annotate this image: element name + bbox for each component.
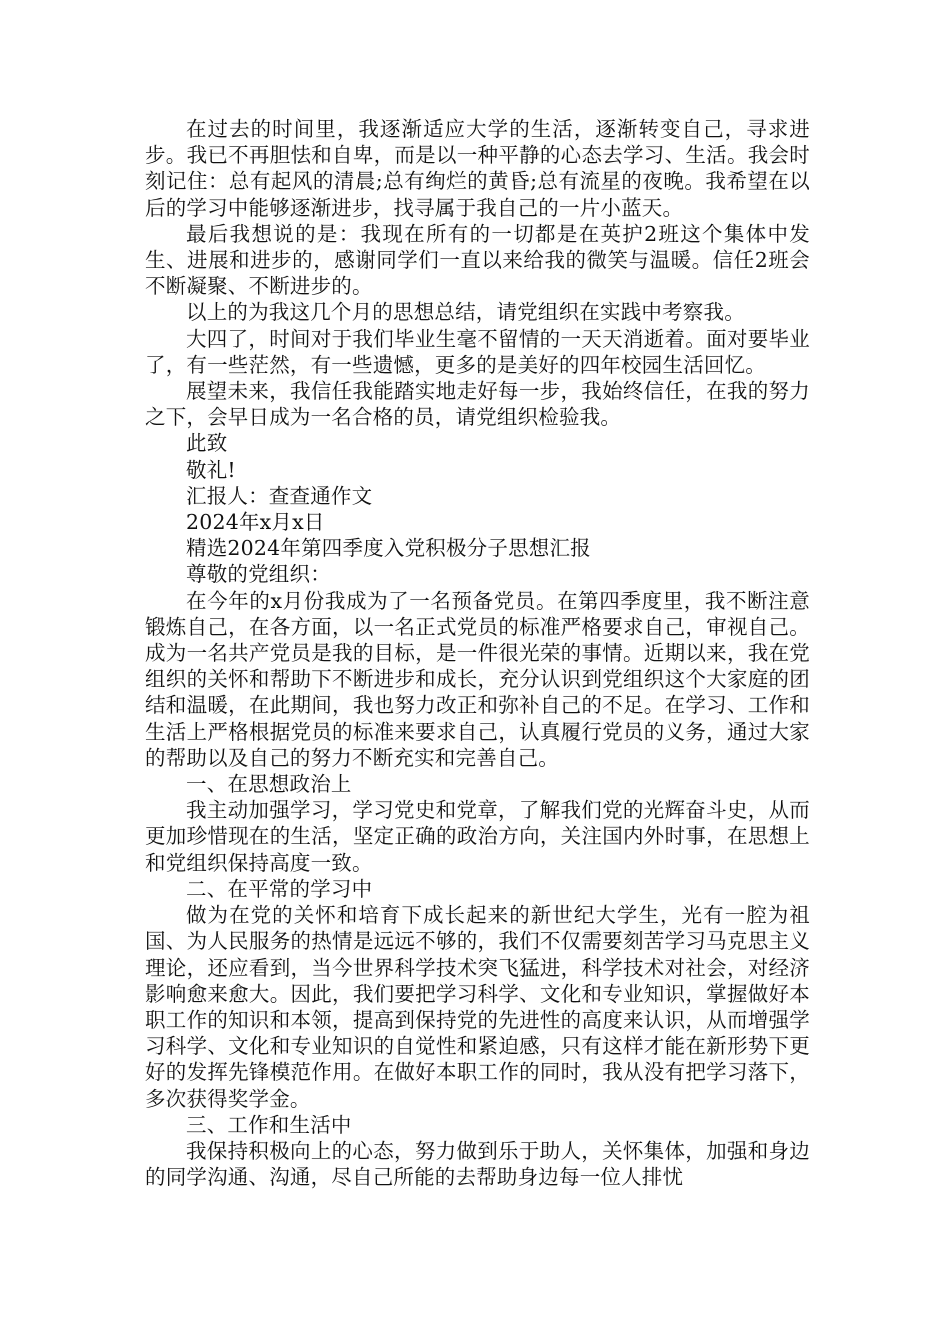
paragraph-self-growth: 在过去的时间里，我逐渐适应大学的生活，逐渐转变自己，寻求进步。我已不再胆怯和自卑，而是以一种平静的心态去学习、生活。我会时刻记住：总有起风的清晨;总有绚烂的黄昏;总有流星的夜晚。我希望在以后的学习中能够逐渐进步，找寻属于我自己的一片小蓝天。: [145, 117, 810, 220]
section-heading-study: 二、在平常的学习中: [186, 876, 373, 901]
report-date: 2024年x月x日: [186, 510, 325, 535]
paragraph-probationary-member: 在今年的x月份我成为了一名预备党员。在第四季度里，我不断注意锻炼自己，在各方面，以一名正式党员的标准严格要求自己，审视自己。成为一名共产党员是我的目标，是一件很光荣的事情。近期以来，我在党组织的关怀和帮助下不断进步和成长，充分认识到党组织这个大家庭的团结和温暖，在此期间，我也努力改正和弥补自己的不足。在学习、工作和生活上严格根据党员的标准来要求自己，认真履行党员的义务，通过大家的帮助以及自己的努力不断充实和完善自己。: [145, 588, 810, 770]
paragraph-work-life: 我保持积极向上的心态，努力做到乐于助人，关怀集体，加强和身边的同学沟通、沟通，尽自己所能的去帮助身边每一位人排忧: [145, 1138, 810, 1190]
closing-salutation: 此致: [186, 431, 228, 456]
paragraph-summary: 以上的为我这几个月的思想总结，请党组织在实践中考察我。: [186, 300, 745, 325]
paragraph-outlook: 展望未来，我信任我能踏实地走好每一步，我始终信任，在我的努力之下，会早日成为一名合格的员，请党组织检验我。: [145, 379, 810, 430]
greeting: 尊敬的党组织：: [186, 562, 331, 587]
section-heading-work-life: 三、工作和生活中: [186, 1112, 352, 1137]
report-title: 精选2024年第四季度入党积极分子思想汇报: [186, 536, 591, 561]
paragraph-class-thanks: 最后我想说的是：我现在所有的一切都是在英护2班这个集体中发生、进展和进步的，感谢同学们一直以来给我的微笑与温暖。信任2班会不断凝聚、不断进步的。: [145, 221, 810, 299]
reporter-signature: 汇报人：查查通作文: [186, 483, 373, 508]
paragraph-senior-year: 大四了，时间对于我们毕业生毫不留情的一天天消逝着。面对要毕业了，有一些茫然，有一些遗憾，更多的是美好的四年校园生活回忆。: [145, 326, 810, 377]
section-heading-ideology: 一、在思想政治上: [186, 772, 352, 797]
document-body: [145, 116, 810, 1190]
closing-regards: 敬礼!: [186, 457, 236, 482]
paragraph-study: 做为在党的关怀和培育下成长起来的新世纪大学生，光有一腔为祖国、为人民服务的热情是远远不够的，我们不仅需要刻苦学习马克思主义理论，还应看到，当今世界科学技术突飞猛进，科学技术对社会，对经济影响愈来愈大。因此，我们要把学习科学、文化和专业知识，掌握做好本职工作的知识和本领，提高到保持党的先进性的高度来认识，从而增强学习科学、文化和专业知识的自觉性和紧迫感，只有这样才能在新形势下更好的发挥先锋模范作用。在做好本职工作的同时，我从没有把学习落下，多次获得奖学金。: [145, 903, 810, 1111]
paragraph-ideology: 我主动加强学习，学习党史和党章，了解我们党的光辉奋斗史，从而更加珍惜现在的生活，坚定正确的政治方向，关注国内外时事，在思想上和党组织保持高度一致。: [145, 798, 810, 875]
